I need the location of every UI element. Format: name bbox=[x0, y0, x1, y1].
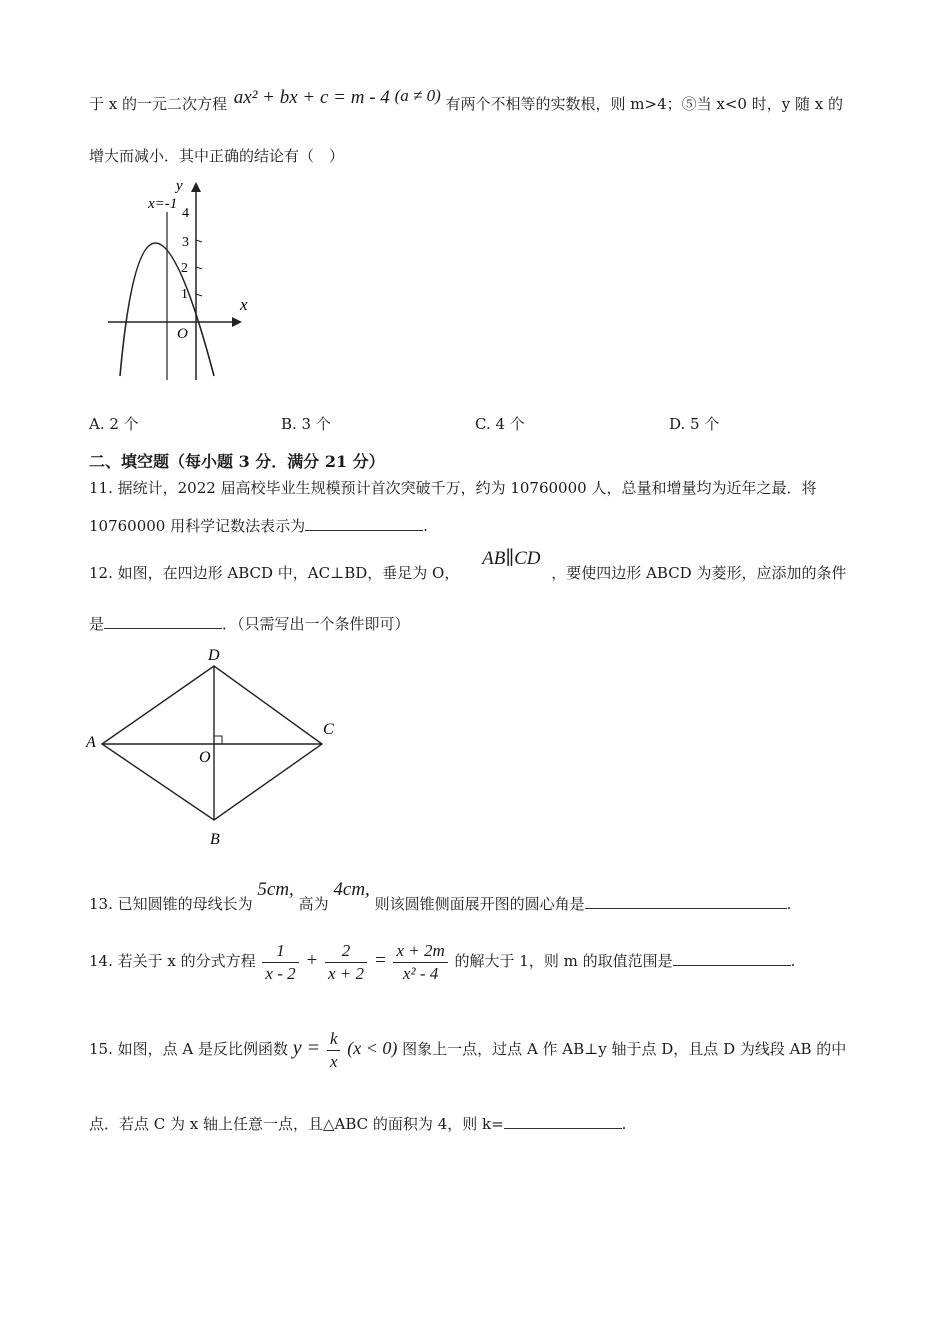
label-a: A bbox=[86, 734, 96, 751]
origin-label: O bbox=[177, 326, 188, 342]
q12-parallel: AB∥CD bbox=[482, 548, 541, 569]
q14-answer-blank[interactable] bbox=[673, 950, 791, 966]
section-heading: 二、填空题（每小题 3 分．满分 21 分） bbox=[89, 452, 385, 471]
q14-line: 14. 若关于 x 的分式方程 $\frac{1}{x - 2}$ + $\frac{2}{x + 2}$ = $\frac{x + 2m}{\text{x² - 4}}$ 的解大于 1，则 m 的取值范围是 . bbox=[89, 940, 796, 983]
option-b[interactable]: B. 3 个 bbox=[281, 415, 331, 433]
vertex-label: x=-1 bbox=[148, 196, 178, 212]
q14-fraction-1: $\frac{1}{x - 2}$ bbox=[262, 940, 298, 985]
q12-text-b: ，要使四边形 ABCD 为菱形，应添加的条件 bbox=[551, 564, 847, 582]
tick-3: 3 bbox=[182, 235, 189, 250]
q15-line2: 点．若点 C 为 x 轴上任意一点，且△ABC 的面积为 4，则 k= . bbox=[89, 1115, 627, 1133]
q14-fraction-2: $\frac{2}{x + 2}$ bbox=[325, 940, 367, 985]
label-o: O bbox=[199, 749, 211, 766]
q13-answer-blank[interactable] bbox=[585, 893, 787, 909]
label-c: C bbox=[323, 721, 334, 738]
q12-answer-blank[interactable] bbox=[104, 613, 222, 629]
y-axis-arrow bbox=[191, 182, 201, 192]
q15-line1: 15. 如图，点 A 是反比例函数 y = $\frac{k}{x}$ (x < 0) 图象上一点，过点 A 作 AB⊥y 轴于点 D，且点 D 为线段 AB 的中 bbox=[89, 1028, 847, 1071]
q14-fraction-3: $\frac{x + 2m}{\text{x² - 4}}$ bbox=[393, 940, 447, 985]
q10-line2: 增大而减小．其中正确的结论有（ ） bbox=[89, 147, 345, 165]
option-a[interactable]: A. 2 个 bbox=[89, 415, 139, 433]
q11-line1: 11. 据统计，2022 届高校毕业生规模预计首次突破千万，约为 10760000 人，总量和增量均为近年之最．将 bbox=[89, 479, 817, 497]
right-angle-mark bbox=[214, 736, 222, 744]
q13-height: 4cm, bbox=[333, 879, 370, 900]
q15-fraction: $\frac{k}{x}$ bbox=[327, 1028, 341, 1073]
q15-condition: (x < 0) bbox=[347, 1038, 398, 1058]
option-d[interactable]: D. 5 个 bbox=[669, 415, 720, 433]
label-d: D bbox=[208, 647, 220, 664]
option-c[interactable]: C. 4 个 bbox=[475, 415, 525, 433]
rhombus-figure bbox=[82, 640, 342, 852]
tick-1: 1 bbox=[181, 287, 188, 302]
y-label: y bbox=[176, 178, 183, 194]
q11-answer-blank[interactable] bbox=[305, 515, 423, 531]
q13-slant: 5cm, bbox=[257, 879, 294, 900]
q11-text: 10760000 用科学记数法表示为 bbox=[89, 517, 306, 535]
q12-text-a: 12. 如图，在四边形 ABCD 中，AC⊥BD，垂足为 O， bbox=[89, 564, 460, 582]
q12-line1 bbox=[89, 548, 847, 583]
x-axis-arrow bbox=[232, 317, 242, 327]
q11-line2: 10760000 用科学记数法表示为 . bbox=[89, 517, 428, 535]
quadrilateral bbox=[102, 666, 322, 820]
q10-text-b: 有两个不相等的实数根，则 m>4；⑤当 x<0 时，y 随 x 的 bbox=[445, 95, 843, 113]
q13-line: 13. 已知圆锥的母线长为 5cm, 高为 4cm, 则该圆锥侧面展开图的圆心角是 . bbox=[89, 879, 792, 913]
q10-text-a: 于 x 的一元二次方程 bbox=[89, 95, 227, 113]
label-b: B bbox=[210, 831, 220, 848]
q10-equation: ax² + bx + c = m - 4 bbox=[233, 87, 390, 108]
tick-2: 2 bbox=[181, 261, 188, 276]
q12-line2: 是 ．（只需写出一个条件即可） bbox=[89, 615, 410, 633]
parabola-graph bbox=[100, 176, 260, 386]
tick-4: 4 bbox=[182, 206, 189, 221]
q10-line1 bbox=[89, 86, 843, 114]
q15-answer-blank[interactable] bbox=[504, 1113, 622, 1129]
x-label: x bbox=[240, 295, 248, 314]
q10-condition: (a ≠ 0) bbox=[394, 86, 441, 105]
q15-y: y = bbox=[292, 1037, 321, 1059]
